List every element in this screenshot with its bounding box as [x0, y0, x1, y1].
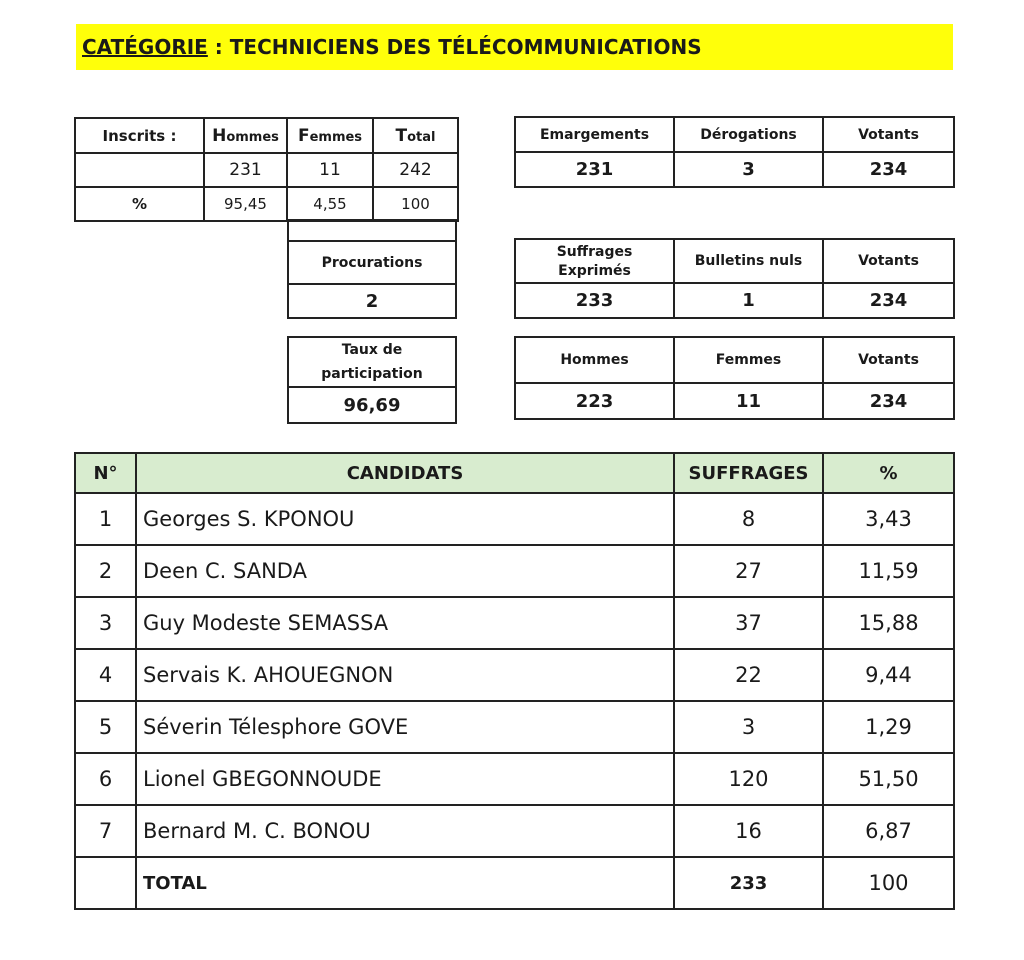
percent-header: % — [823, 453, 954, 493]
candidate-percent: 51,50 — [823, 753, 954, 805]
row-number: 7 — [75, 805, 136, 857]
suffrages-header: SUFFRAGES — [674, 453, 823, 493]
femmes-value: 11 — [674, 383, 823, 419]
candidate-name: Georges S. KPONOU — [136, 493, 674, 545]
candidate-percent: 3,43 — [823, 493, 954, 545]
candidate-percent: 11,59 — [823, 545, 954, 597]
votants-header: Votants — [823, 239, 954, 283]
votants-header: Votants — [823, 337, 954, 383]
inscrits-total: 242 — [373, 153, 458, 187]
row-number: 4 — [75, 649, 136, 701]
taux-value: 96,69 — [288, 387, 456, 423]
total-row — [75, 857, 954, 909]
inscrits-femmes: 11 — [287, 153, 373, 187]
table-row — [75, 805, 954, 857]
votants-value: 234 — [823, 383, 954, 419]
inscrits-hommes: 231 — [204, 153, 287, 187]
hommes-header: Hommes — [204, 118, 287, 153]
femmes-header: Femmes — [674, 337, 823, 383]
emargements-table — [514, 116, 955, 188]
total-label: TOTAL — [136, 857, 674, 909]
row-number: 6 — [75, 753, 136, 805]
total-percent: 100 — [823, 857, 954, 909]
empty-cell — [75, 153, 204, 187]
candidate-percent: 9,44 — [823, 649, 954, 701]
candidate-name: Bernard M. C. BONOU — [136, 805, 674, 857]
pct-femmes: 4,55 — [287, 187, 373, 221]
candidate-votes: 8 — [674, 493, 823, 545]
candidate-votes: 3 — [674, 701, 823, 753]
candidate-votes: 16 — [674, 805, 823, 857]
row-number: 3 — [75, 597, 136, 649]
pct-label: % — [75, 187, 204, 221]
category-prefix: CATÉGORIE — [82, 35, 208, 59]
total-header: Total — [373, 118, 458, 153]
table-row — [75, 493, 954, 545]
candidates-header: CANDIDATS — [136, 453, 674, 493]
votants-value: 234 — [823, 283, 954, 318]
candidate-percent: 15,88 — [823, 597, 954, 649]
category-title — [76, 24, 953, 70]
suffrages-table — [514, 238, 955, 319]
derogations-header: Dérogations — [674, 117, 823, 152]
candidate-name: Séverin Télesphore GOVE — [136, 701, 674, 753]
row-number: 2 — [75, 545, 136, 597]
candidate-votes: 27 — [674, 545, 823, 597]
spacer-cell — [288, 220, 456, 241]
candidate-name: Deen C. SANDA — [136, 545, 674, 597]
gender-votants-table — [514, 336, 955, 420]
bulletins-nuls-value: 1 — [674, 283, 823, 318]
emargements-value: 231 — [515, 152, 674, 187]
candidate-name: Servais K. AHOUEGNON — [136, 649, 674, 701]
hommes-value: 223 — [515, 383, 674, 419]
table-row — [75, 649, 954, 701]
candidate-percent: 1,29 — [823, 701, 954, 753]
candidate-name: Lionel GBEGONNOUDE — [136, 753, 674, 805]
row-number: 5 — [75, 701, 136, 753]
taux-label: Taux de participation — [288, 337, 456, 387]
pct-hommes: 95,45 — [204, 187, 287, 221]
table-row — [75, 597, 954, 649]
empty-cell — [75, 857, 136, 909]
votants-header: Votants — [823, 117, 954, 152]
row-number: 1 — [75, 493, 136, 545]
bulletins-nuls-header: Bulletins nuls — [674, 239, 823, 283]
derogations-value: 3 — [674, 152, 823, 187]
candidate-percent: 6,87 — [823, 805, 954, 857]
suffrages-exprimes-value: 233 — [515, 283, 674, 318]
total-votes: 233 — [674, 857, 823, 909]
suffrages-exprimes-header: Suffrages Exprimés — [515, 239, 674, 283]
candidate-votes: 37 — [674, 597, 823, 649]
procurations-table — [287, 219, 457, 319]
femmes-header: Femmes — [287, 118, 373, 153]
candidate-votes: 22 — [674, 649, 823, 701]
table-row — [75, 753, 954, 805]
number-header: N° — [75, 453, 136, 493]
candidate-name: Guy Modeste SEMASSA — [136, 597, 674, 649]
votants-value: 234 — [823, 152, 954, 187]
title-separator: : — [207, 35, 230, 59]
inscrits-table — [74, 117, 459, 222]
category-name: TECHNICIENS DES TÉLÉCOMMUNICATIONS — [229, 35, 702, 59]
procurations-value: 2 — [288, 284, 456, 318]
emargements-header: Emargements — [515, 117, 674, 152]
candidate-votes: 120 — [674, 753, 823, 805]
procurations-label: Procurations — [288, 241, 456, 284]
hommes-header: Hommes — [515, 337, 674, 383]
table-row — [75, 701, 954, 753]
inscrits-label: Inscrits : — [75, 118, 204, 153]
taux-table — [287, 336, 457, 424]
results-table — [74, 452, 955, 910]
table-row — [75, 545, 954, 597]
pct-total: 100 — [373, 187, 458, 221]
